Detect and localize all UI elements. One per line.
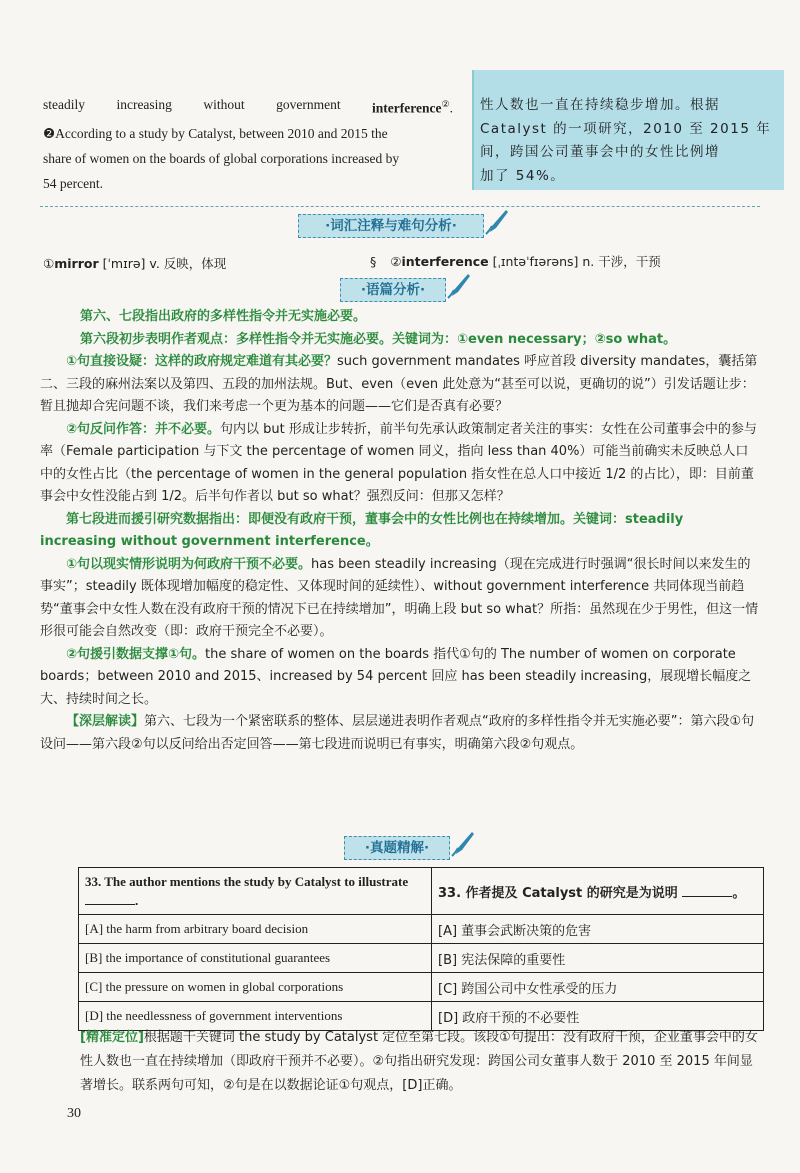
answer-explanation: [精准定位]根据题干关键词 the study by Catalyst 定位至第七段。该段①句提出：没有政府干预，企业董事会中的女性人数也一直在持续增加（即政府干预并不必要）。②句指出研究发现：跨国公司女董事人数于 2010 至 2015 年间显著增长。联系两句可知，②句是在以数据论证①句观点，[D]正确。 [80, 1030, 758, 1093]
option-c-en: [C] the pressure on women in global corporations [79, 973, 432, 1002]
option-d-en: [D] the needlessness of government interventions [79, 1002, 432, 1031]
word: increasing [116, 97, 172, 112]
passage-line-3: share of women on the boards of global corporations increased by [43, 150, 400, 166]
option-row [79, 973, 764, 1002]
word-interference: interference②. [372, 99, 453, 116]
translation-line: Catalyst 的一项研究，2010 至 2015 年 [480, 120, 772, 137]
word: steadily [43, 97, 85, 112]
brush-icon [484, 208, 508, 236]
page-number: 30 [67, 1106, 81, 1121]
vocab-entry-mirror: ①mirror [ˈmɪrə] v. 反映，体现 [43, 256, 227, 271]
analysis-para6-s2: ②句反问作答：并不必要。句内以 but 形成让步转折，前半句先承认政策制定者关注的事实：女性在公司董事会中的参与率（Female participation 与下文 the percentage of women 同义，指向 less than 40%）可能当前确实未反映总人口中的女性占比（the percentage of women in the general population 指女性在总人口中接近 1/2 的占比），即：目前董事会中女性没能占到 1/2。后半句作者以 but so what？强烈反问：但那又怎样？ [40, 421, 757, 504]
top-english-passage [43, 92, 453, 196]
discourse-analysis [40, 306, 760, 756]
analysis-para7-s1: ①句以现实情形说明为何政府干预不必要。has been steadily increasing（现在完成进行时强调“很长时间以来发生的事实”；steadily 既体现增加幅度的稳定性、又体现时间的延续性）、without government interference 共同体现当前趋势“董事会中女性人数在没有政府干预的情况下已在持续增加”，明确上段 but so what？所指：虽然现在少于男性，但这一情形很可能会自然改变（即：政府干预完全不必要）。 [40, 556, 759, 639]
option-b-en: [B] the importance of constitutional guarantees [79, 944, 432, 973]
analysis-para6-summary: 第六段初步表明作者观点：多样性指令并无实施必要。关键词为：①even necessary；②so what。 [80, 331, 677, 347]
word: without [203, 97, 245, 112]
option-c-zh: [C] 跨国公司中女性承受的压力 [432, 973, 764, 1002]
analysis-para7-summary: 第七段进而援引研究数据指出：即便没有政府干预，董事会中的女性比例也在持续增加。关键词：steadily increasing without government interference。 [40, 511, 684, 549]
deep-reading: 【深层解读】第六、七段为一个紧密联系的整体、层层递进表明作者观点“政府的多样性指令并无实施必要”：第六段①句设问——第六段②句以反问给出否定回答——第七段进而说明已有事实，明确第六段②句观点。 [40, 714, 755, 752]
exam-section-banner: ·真题精解· [344, 836, 450, 860]
question-stem-zh: 33. 作者提及 Catalyst 的研究是为说明 。 [432, 868, 764, 915]
question-table [78, 867, 764, 1031]
divider [40, 206, 760, 207]
option-row [79, 915, 764, 944]
translation-line: 间，跨国公司董事会中的女性比例增 [480, 144, 720, 160]
option-a-zh: [A] 董事会武断决策的危害 [432, 915, 764, 944]
translation-line: 性人数也一直在持续稳步增加。根据 [480, 97, 720, 113]
analysis-summary: 第六、七段指出政府的多样性指令并无实施必要。 [80, 309, 367, 324]
option-b-zh: [B] 宪法保障的重要性 [432, 944, 764, 973]
translation-line: 加了 54%。 [480, 167, 566, 184]
brush-icon [446, 272, 470, 300]
option-d-zh: [D] 政府干预的不必要性 [432, 1002, 764, 1031]
vocab-section-banner: ·词汇注释与难句分析· [298, 214, 484, 238]
passage-line-4: 54 percent. [43, 175, 103, 191]
brush-icon [450, 830, 474, 858]
passage-line-1 [43, 92, 453, 121]
question-stem-en: 33. The author mentions the study by Catalyst to illustrate . [79, 868, 432, 915]
question-stem-row [79, 868, 764, 915]
option-row [79, 944, 764, 973]
vocab-entry-interference: § ②interference [ˌɪntəˈfɪərəns] n. 干涉，干预 [370, 254, 661, 269]
chinese-translation-box [472, 70, 784, 190]
passage-line-2: ❷According to a study by Catalyst, between 2010 and 2015 the [43, 125, 388, 141]
option-a-en: [A] the harm from arbitrary board decision [79, 915, 432, 944]
analysis-para6-s1: ①句直接设疑：这样的政府规定难道有其必要？such government mandates 呼应首段 diversity mandates，囊括第二、三段的麻州法案以及第四、五段的加州法规。But、even（even 此处意为“甚至可以说，更确切的说”）引发话题让步：暂且抛却合宪问题不谈，我们来考虑一个更为基本的问题——它们是否真有必要？ [40, 354, 758, 414]
word: government [276, 97, 341, 112]
analysis-para7-s2: ②句援引数据支撑①句。the share of women on the boards 指代①句的 The number of women on corporate boards；between 2010 and 2015、increased by 54 percent 回应 has been steadily increasing，展现增长幅度之大、持续时间之长。 [40, 646, 752, 707]
discourse-section-banner: ·语篇分析· [340, 278, 446, 302]
